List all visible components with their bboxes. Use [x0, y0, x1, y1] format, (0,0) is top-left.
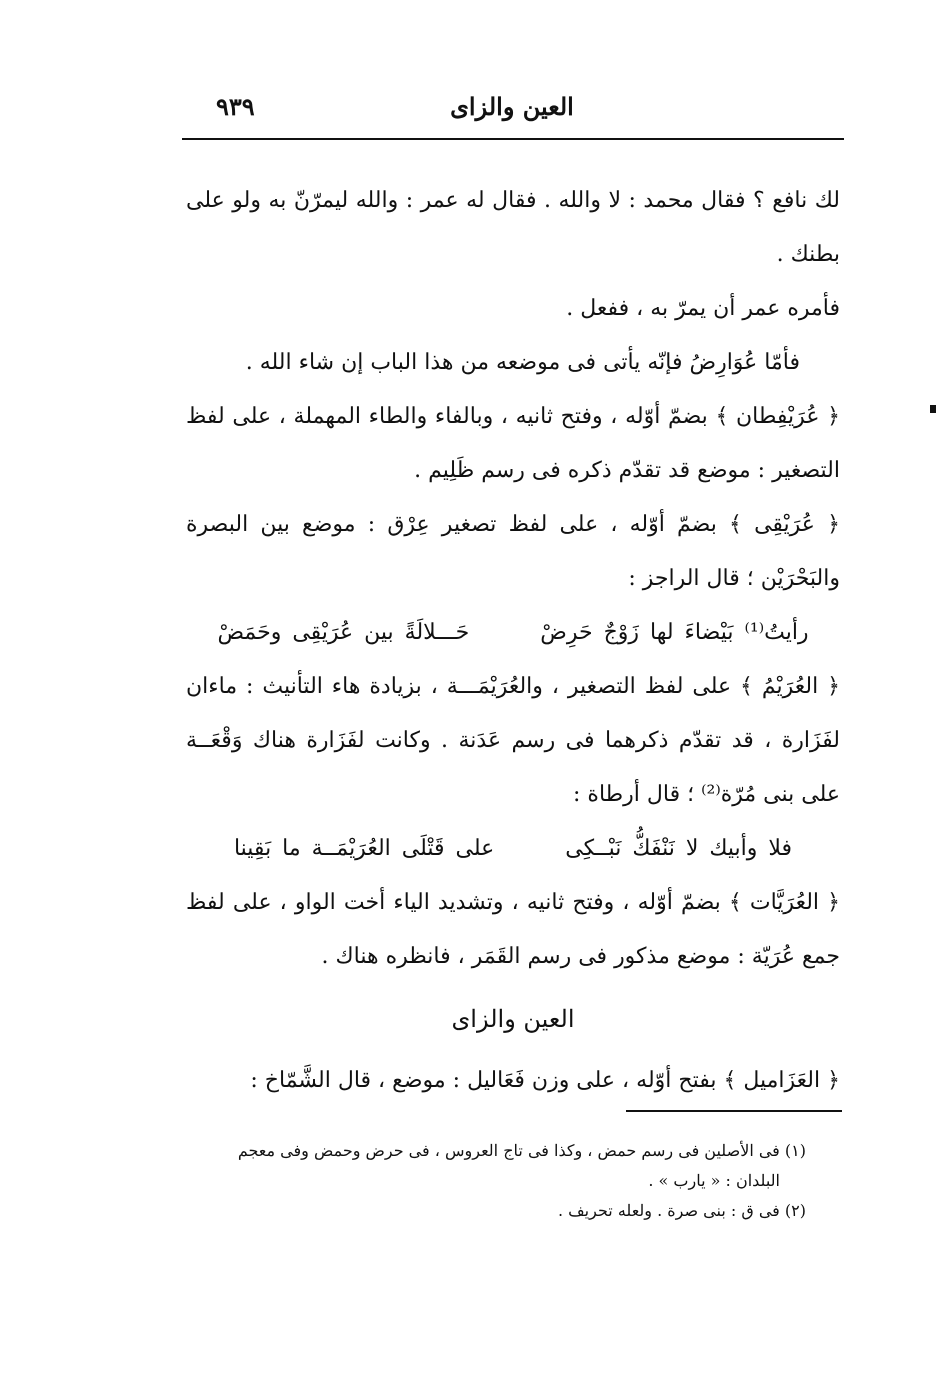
entry-uraym: ﴿ العُرَيْمُ ﴾ على لفظ التصغير ، والعُرَيْمَـــة ، بزيادة هاء التأنيث : ماءان لفَزَارة ، قد تقدّم ذكرهما فى رسم عَدَنة . وكانت لفَزَارة هناك وَقْعَــة على بنى مُرّة⁽²⁾ ؛ قال أرطاة :: [186, 674, 840, 807]
entry-urayfitan: ﴿ عُرَيْفِطان ﴾ بضمّ أوّله ، وفتح ثانيه ، وبالفاء والطاء المهملة ، على لفظ التصغير : موضع قد تقدّم ذكره فى رسم ظَلِيم .: [186, 404, 840, 483]
paragraph-continuation: لك نافع ؟ فقال محمد : لا والله . فقال له عمر : والله ليمرّنّ به ولو على بطنك .: [186, 188, 840, 267]
running-title: العين والزاى: [450, 92, 574, 121]
header-rule: [182, 138, 844, 140]
footnote-1-continuation: البلدان : « يارب » .: [648, 1171, 780, 1190]
footnote-2: (٢) فى ق : بنى صرة . ولعله تحريف .: [557, 1201, 806, 1220]
verse-rajaz: [186, 606, 840, 660]
section-heading: العين والزاى: [451, 1005, 575, 1033]
paragraph-continuation-end: فأمره عمر أن يمرّ به ، ففعل .: [566, 296, 840, 321]
entry-urayyat: ﴿ العُرَيَّات ﴾ بضمّ أوّله ، وفتح ثانيه ، وتشديد الياء أخت الواو ، على لفظ جمع عُرَيّة : موضع مذكور فى رسم القَمَر ، فانظره هناك .: [186, 890, 840, 969]
footnote-rule: [626, 1110, 842, 1112]
page-number: ٩٣٩: [216, 92, 255, 121]
footnote-1: (١) فى الأصلين فى رسم حمض ، وكذا فى تاج العروس ، فى حرض وحمض وفى معجم: [237, 1141, 806, 1160]
main-text: [186, 174, 840, 1108]
verse-hemistich-second: حَـــلالَةً بين عُرَيْقِى وحَمَضْ: [217, 620, 470, 645]
paragraph-awarid: فأمّا عُوَارِضُ فإنّه يأتى فى موضعه من هذا الباب إن شاء الله .: [245, 350, 800, 375]
margin-mark: [930, 405, 936, 413]
page-header: [182, 92, 842, 132]
verse-hemistich-second: على قَتْلَى العُرَيْمَــة ما بَقِينا: [233, 836, 495, 861]
footnotes: [186, 1136, 806, 1226]
verse-hemistich-first: رأيتُ⁽¹⁾ بَيْضاءَ لها زَوْجٌ حَرِضْ: [540, 620, 809, 645]
entry-azamil: ﴿ العَزَاميل ﴾ بفتح أوّله ، على وزن فَعَاليل : موضع ، قال الشَّمّاخ :: [250, 1068, 840, 1093]
entry-urayqi: ﴿ عُرَيْقِى ﴾ بضمّ أوّله ، على لفظ تصغير عِرْق : موضع بين البصرة والبَحْرَيْن ؛ قال الراجز :: [186, 512, 840, 591]
verse-artat: [186, 822, 840, 876]
verse-hemistich-first: فلا وأبيك لا نَنْفَكُّ نَبْــكِى: [565, 836, 793, 861]
